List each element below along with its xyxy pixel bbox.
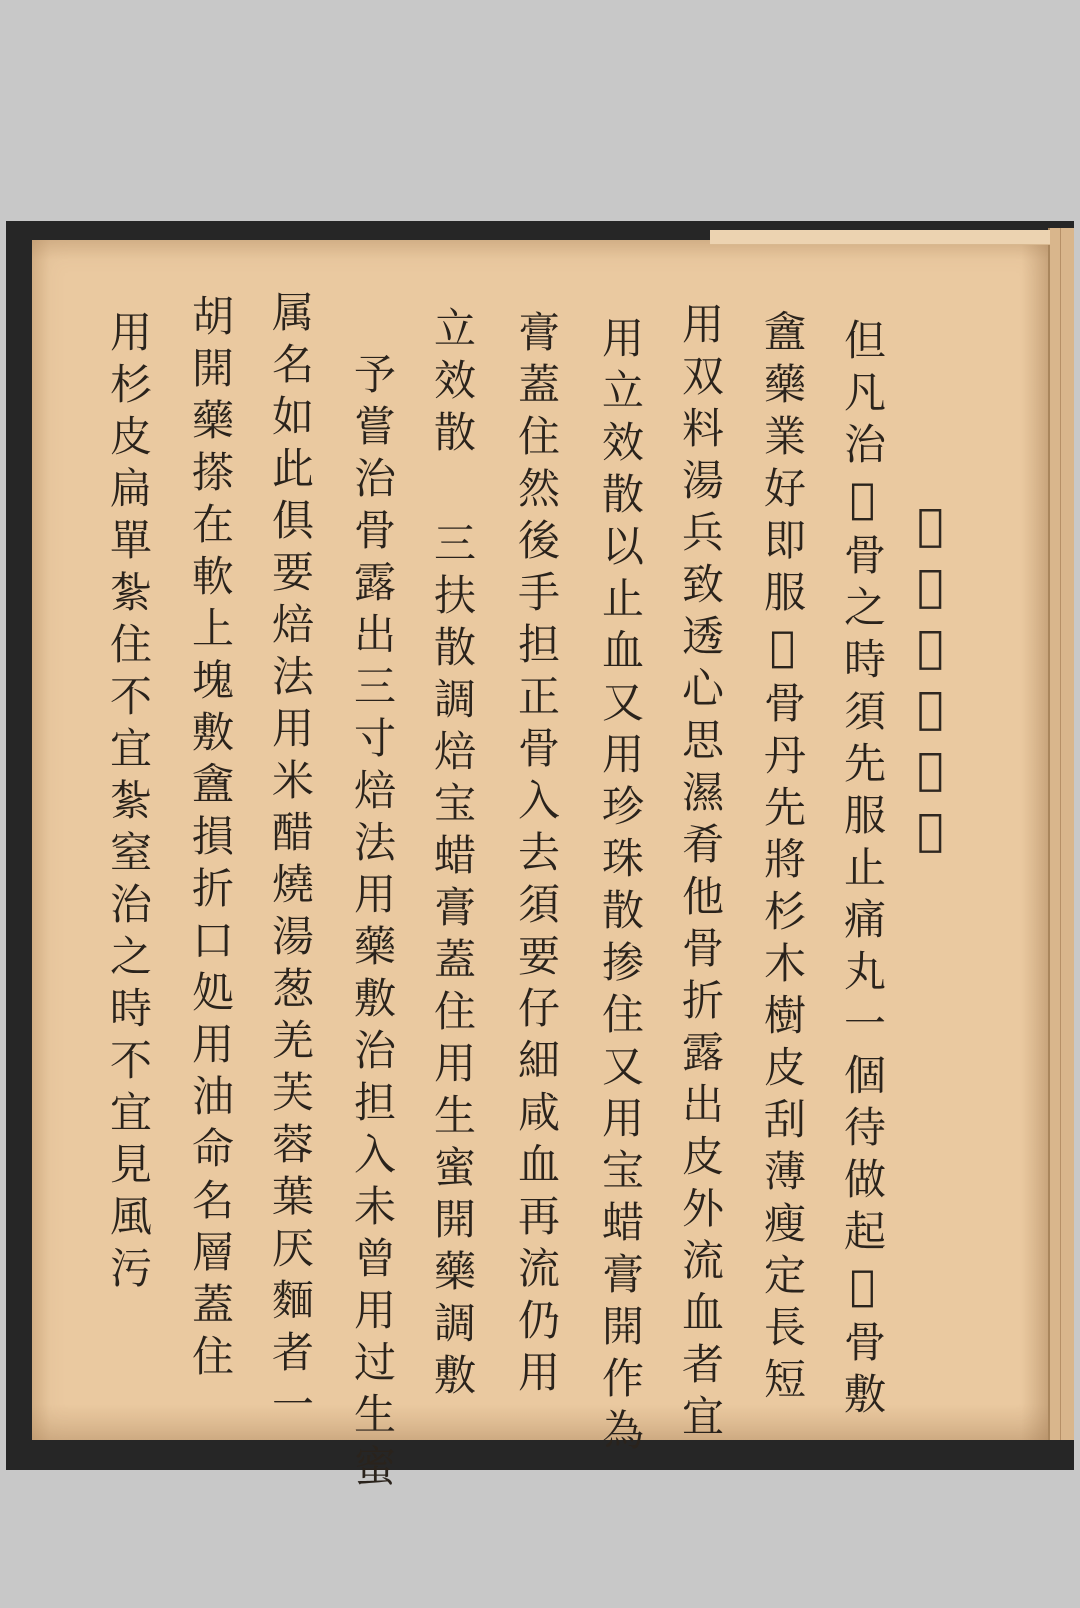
- document-title: 𨈱續筋骨法論: [905, 500, 956, 866]
- page-edge: [1048, 228, 1074, 1440]
- text-column-2: 盦藥業好即服𨈱骨丹先將杉木樹皮刮薄瘦定長短: [758, 310, 807, 1409]
- text-column-3: 用双料湯兵致透心思濕肴他骨折露出皮外流血者宜: [676, 302, 725, 1446]
- text-column-10: 用杉皮扁單紮住不宜紮窒治之時不宜見風污: [104, 310, 153, 1298]
- paper-torn-edge: [710, 230, 1050, 245]
- text-column-4: 用立效散以止血又用珍珠散掺住又用宝蜡膏開作為: [596, 316, 645, 1460]
- text-column-1: 但凡治𨈱骨之時須先服止痛丸一個待做起𨈱骨敷: [838, 318, 887, 1424]
- text-column-8: 属名如此俱要焙法用米醋燒湯葱羌芙蓉葉厌麵者一: [266, 290, 315, 1434]
- text-column-6: 立效散 三扶散調焙宝蜡膏蓋住用生蜜開藥調敷: [428, 306, 477, 1405]
- text-column-5: 膏蓋住然後手担正骨入去須要仔細咸血再流仍用: [512, 310, 561, 1402]
- text-column-9: 胡開藥搽在軟上塊敷盦損折口処用油命名層蓋住: [186, 294, 235, 1386]
- text-column-7: 予嘗治骨露出三寸焙法用藥敷治担入未曾用过生蜜: [348, 352, 397, 1496]
